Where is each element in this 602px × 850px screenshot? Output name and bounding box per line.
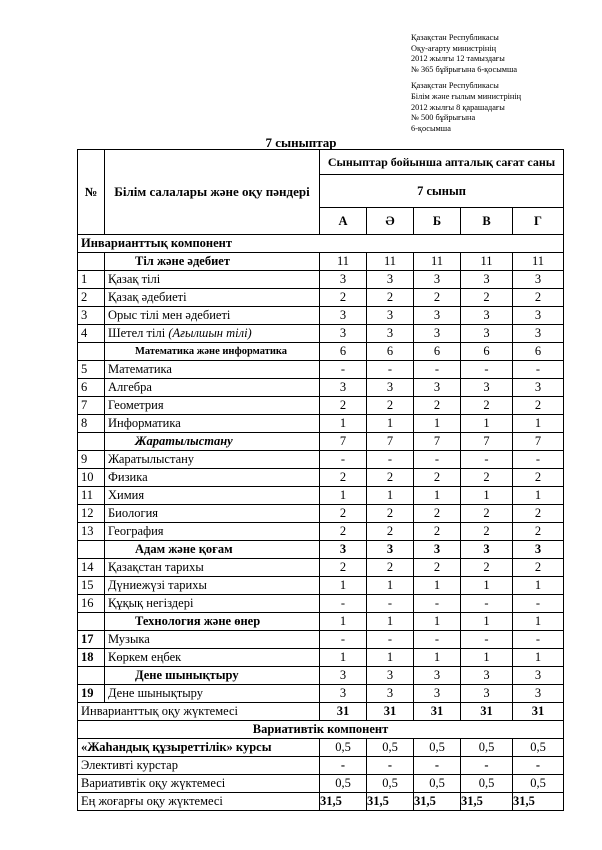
hours-cell: 2 [367,559,414,577]
hours-cell: - [461,757,513,775]
row-subject [105,451,320,469]
invariant-load-label: Инварианттық оқу жүктемесі [78,703,320,721]
hours-cell: - [367,631,414,649]
hours-cell: 7 [414,433,461,451]
row-subject [105,433,320,451]
hours-cell: 3 [320,379,367,397]
hours-cell: 2 [461,397,513,415]
hours-cell: 1 [320,415,367,433]
header-note-line: № 365 бұйрығына 6-қосымша [411,64,518,74]
hours-cell: 0,5 [461,739,513,757]
page-title: 7 сыныптар [265,135,337,150]
hours-cell: 31 [513,703,564,721]
hours-cell: 3 [461,541,513,559]
row-number: 16 [78,595,105,613]
row-subject [105,505,320,523]
row-number: 10 [78,469,105,487]
subject-name: Биология [108,506,159,520]
subject-name: Қазақ әдебиеті [108,290,187,304]
hours-cell: 2 [414,523,461,541]
row-subject [105,487,320,505]
hours-cell: 3 [461,685,513,703]
hours-cell: 3 [414,379,461,397]
header-class: Ә [367,208,414,235]
subject-name: Шетел тілі [108,326,166,340]
row-number: 7 [78,397,105,415]
hours-cell: 3 [367,685,414,703]
row-number: 11 [78,487,105,505]
hours-cell: 0,5 [320,775,367,793]
subject-name: Геометрия [108,398,164,412]
subject-name: Дене шынықтыру [108,686,203,700]
hours-cell: 31 [461,703,513,721]
hours-cell: 3 [367,325,414,343]
hours-cell: 1 [513,613,564,631]
row-subject [105,325,320,343]
row-subject [105,343,320,361]
row-number: 8 [78,415,105,433]
hours-cell: 1 [367,649,414,667]
hours-cell: 11 [367,253,414,271]
hours-cell: 2 [461,559,513,577]
hours-cell: 2 [367,523,414,541]
table-row [78,523,564,541]
hours-cell: 31,5 [513,793,564,811]
hours-cell: 2 [367,397,414,415]
hours-cell: 3 [367,667,414,685]
hours-cell: 3 [414,667,461,685]
hours-cell: 7 [320,433,367,451]
hours-cell: 3 [320,685,367,703]
hours-cell: 1 [414,613,461,631]
table-row [78,271,564,289]
hours-cell: 1 [367,415,414,433]
hours-cell: 2 [414,397,461,415]
header-note-line: 2012 жылғы 12 тамыздағы [411,54,505,64]
header-note-line: Оқу-ағарту министрінің [411,43,497,53]
hours-cell: - [414,595,461,613]
hours-cell: 2 [320,523,367,541]
hours-cell: - [414,631,461,649]
hours-cell: 6 [461,343,513,361]
table-row [78,793,564,811]
subject-name: Қазақстан тарихы [108,560,204,574]
hours-cell: - [513,361,564,379]
hours-cell: - [414,757,461,775]
row-number: 9 [78,451,105,469]
row-subject [105,667,320,685]
hours-cell: 3 [414,271,461,289]
hours-cell: 3 [513,541,564,559]
table-row [78,685,564,703]
subject-name: Физика [108,470,148,484]
hours-cell: 2 [414,289,461,307]
row-subject [105,559,320,577]
subject-name: Математика және информатика [135,346,288,357]
hours-cell: - [461,451,513,469]
hours-cell: 2 [414,469,461,487]
hours-cell: 2 [367,505,414,523]
row-number [78,253,105,271]
hours-cell: 2 [513,505,564,523]
hours-cell: 3 [414,325,461,343]
table-row [78,343,564,361]
row-number: 17 [78,631,105,649]
header-note-block [411,33,521,75]
header-note-line: Қазақстан Республикасы [411,33,499,42]
row-number [78,667,105,685]
row-subject [105,361,320,379]
curriculum-table [77,149,564,811]
row-subject [105,253,320,271]
hours-cell: 7 [367,433,414,451]
row-subject [105,397,320,415]
hours-cell: 3 [461,307,513,325]
hours-cell: - [414,361,461,379]
subject-name: Музыка [108,632,150,646]
hours-cell: 2 [320,397,367,415]
row-subject [105,289,320,307]
row-number [78,541,105,559]
hours-cell: 7 [513,433,564,451]
row-number: 1 [78,271,105,289]
header-row [78,150,564,175]
hours-cell: 1 [320,649,367,667]
header-class: Б [414,208,461,235]
row-number: 6 [78,379,105,397]
subject-name: Дүниежүзі тарихы [108,578,207,592]
hours-cell: 0,5 [513,739,564,757]
subject-name: Орыс тілі мен әдебиеті [108,308,231,322]
table-row [78,577,564,595]
hours-cell: - [513,631,564,649]
table-row [78,595,564,613]
table-row [78,307,564,325]
row-subject [105,271,320,289]
hours-cell: 0,5 [367,739,414,757]
hours-cell: 3 [414,307,461,325]
header-note-line: № 500 бұйрығына [411,113,476,123]
subject-name: Химия [108,488,145,502]
table-row [78,541,564,559]
row-subject [105,415,320,433]
table-row [78,739,564,757]
header-note-line: 6-қосымша [411,123,451,133]
variative-label: Вариативтік оқу жүктемесі [78,775,320,793]
hours-cell: - [320,361,367,379]
table-row [78,775,564,793]
hours-cell: 0,5 [367,775,414,793]
hours-cell: 1 [461,649,513,667]
hours-cell: 0,5 [320,739,367,757]
hours-cell: - [461,361,513,379]
row-subject [105,379,320,397]
variative-label: Элективті курстар [78,757,320,775]
hours-cell: 3 [320,271,367,289]
hours-cell: 3 [513,307,564,325]
row-number: 15 [78,577,105,595]
header-grade: 7 сынып [320,175,564,208]
hours-cell: 3 [461,379,513,397]
hours-cell: 3 [320,325,367,343]
hours-cell: 1 [414,649,461,667]
hours-cell: 3 [461,667,513,685]
header-hours: Сыныптар бойынша апталық сағат саны [320,150,564,175]
hours-cell: - [320,595,367,613]
subject-name: Алгебра [108,380,152,394]
row-subject [105,523,320,541]
hours-cell: 1 [513,577,564,595]
hours-cell: 2 [320,289,367,307]
header-note-line: Білім және ғылым министрінің [411,91,522,101]
table-row [78,253,564,271]
hours-cell: 1 [320,577,367,595]
row-subject [105,595,320,613]
hours-cell: 3 [414,685,461,703]
variative-title: Вариативтік компонент [78,721,564,739]
table-row [78,559,564,577]
hours-cell: - [320,451,367,469]
subject-name: Информатика [108,416,181,430]
hours-cell: 1 [414,415,461,433]
hours-cell: 1 [320,487,367,505]
hours-cell: 3 [414,541,461,559]
hours-cell: 0,5 [414,775,461,793]
table-row [78,631,564,649]
hours-cell: 3 [367,271,414,289]
variative-label: Ең жоғарғы оқу жүктемесі [78,793,320,811]
row-number: 2 [78,289,105,307]
row-number [78,343,105,361]
table-row [78,397,564,415]
hours-cell: 1 [461,613,513,631]
hours-cell: 2 [414,505,461,523]
header-note-block [411,81,521,134]
table-row [78,613,564,631]
variative-label: «Жаһандық құзыреттілік» курсы [78,739,320,757]
hours-cell: - [513,757,564,775]
hours-cell: 2 [461,505,513,523]
row-subject [105,577,320,595]
hours-cell: 31,5 [367,793,414,811]
hours-cell: 31,5 [414,793,461,811]
subject-name: Құқық негіздері [108,596,194,610]
hours-cell: 1 [513,649,564,667]
hours-cell: 3 [513,271,564,289]
hours-cell: 2 [513,289,564,307]
hours-cell: 0,5 [461,775,513,793]
hours-cell: 2 [513,559,564,577]
row-number: 18 [78,649,105,667]
hours-cell: 1 [414,577,461,595]
header-note-line: 2012 жылғы 8 қарашадағы [411,102,505,112]
hours-cell: 1 [367,577,414,595]
hours-cell: 3 [513,685,564,703]
row-subject [105,469,320,487]
table-row [78,469,564,487]
table-row [78,505,564,523]
hours-cell: - [320,757,367,775]
hours-cell: - [414,451,461,469]
row-number: 5 [78,361,105,379]
hours-cell: 2 [461,289,513,307]
row-subject [105,307,320,325]
hours-cell: 2 [367,469,414,487]
hours-cell: 3 [320,667,367,685]
table-row [78,325,564,343]
hours-cell: 1 [513,415,564,433]
hours-cell: 1 [461,487,513,505]
hours-cell: 0,5 [414,739,461,757]
hours-cell: 1 [461,415,513,433]
row-number: 13 [78,523,105,541]
table-row [78,451,564,469]
header-subjects: Білім салалары және оқу пәндері [105,150,320,235]
hours-cell: 2 [513,523,564,541]
row-number [78,433,105,451]
header-notes [411,33,521,140]
table-row [78,649,564,667]
hours-cell: 3 [513,379,564,397]
hours-cell: 1 [367,487,414,505]
hours-cell: 31 [367,703,414,721]
hours-cell: 2 [320,559,367,577]
hours-cell: 6 [320,343,367,361]
table-row [78,667,564,685]
hours-cell: - [367,451,414,469]
table-row [78,379,564,397]
row-subject [105,613,320,631]
hours-cell: 3 [367,379,414,397]
hours-cell: 2 [320,469,367,487]
table-row [78,721,564,739]
hours-cell: 3 [513,667,564,685]
hours-cell: 2 [414,559,461,577]
table-row [78,361,564,379]
hours-cell: 1 [320,613,367,631]
hours-cell: - [367,361,414,379]
row-number: 14 [78,559,105,577]
hours-cell: 3 [320,307,367,325]
hours-cell: 31 [320,703,367,721]
hours-cell: 11 [414,253,461,271]
subject-name: Жаратылыстану [108,452,195,466]
hours-cell: 31,5 [320,793,367,811]
table-row [78,433,564,451]
hours-cell: - [367,757,414,775]
header-note-line: Қазақстан Республикасы [411,81,499,91]
hours-cell: - [513,595,564,613]
hours-cell: 11 [513,253,564,271]
table-row [78,487,564,505]
hours-cell: - [461,595,513,613]
hours-cell: 2 [513,469,564,487]
hours-cell: 11 [461,253,513,271]
row-subject [105,649,320,667]
subject-name: Қазақ тілі [108,272,161,286]
table-row [78,289,564,307]
row-number [78,613,105,631]
hours-cell: 6 [513,343,564,361]
hours-cell: 6 [367,343,414,361]
row-number: 19 [78,685,105,703]
subject-name: Дене шынықтыру [135,668,239,682]
row-number: 12 [78,505,105,523]
hours-cell: 2 [461,469,513,487]
subject-name-extra: (Ағылшын тілі) [168,326,252,340]
table-row [78,235,564,253]
subject-name: Адам және қоғам [135,542,233,556]
hours-cell: 6 [414,343,461,361]
hours-cell: 3 [367,541,414,559]
hours-cell: 11 [320,253,367,271]
hours-cell: 3 [367,307,414,325]
subject-name: Жаратылыстану [135,434,233,448]
hours-cell: 2 [513,397,564,415]
row-number: 4 [78,325,105,343]
hours-cell: 2 [320,505,367,523]
hours-cell: - [320,631,367,649]
header-number: № [78,150,105,235]
row-subject [105,541,320,559]
hours-cell: 1 [461,577,513,595]
hours-cell: 3 [513,325,564,343]
hours-cell: - [367,595,414,613]
subject-name: Математика [108,362,172,376]
hours-cell: 3 [461,325,513,343]
table-row [78,415,564,433]
subject-name: Тіл және әдебиет [135,254,230,268]
hours-cell: 3 [320,541,367,559]
subject-name: География [108,524,164,538]
hours-cell: 3 [461,271,513,289]
hours-cell: 2 [367,289,414,307]
hours-cell: 31,5 [461,793,513,811]
table-row [78,703,564,721]
row-subject [105,685,320,703]
hours-cell: 1 [414,487,461,505]
row-number: 3 [78,307,105,325]
hours-cell: 7 [461,433,513,451]
hours-cell: 1 [367,613,414,631]
header-class: Г [513,208,564,235]
row-subject [105,631,320,649]
subject-name: Көркем еңбек [108,650,182,664]
hours-cell: - [461,631,513,649]
hours-cell: 0,5 [513,775,564,793]
invariant-title: Инварианттық компонент [78,235,564,253]
subject-name: Технология және өнер [135,614,261,628]
hours-cell: 31 [414,703,461,721]
hours-cell: 2 [461,523,513,541]
header-class: А [320,208,367,235]
header-class: В [461,208,513,235]
hours-cell: 1 [513,487,564,505]
hours-cell: - [513,451,564,469]
table-row [78,757,564,775]
